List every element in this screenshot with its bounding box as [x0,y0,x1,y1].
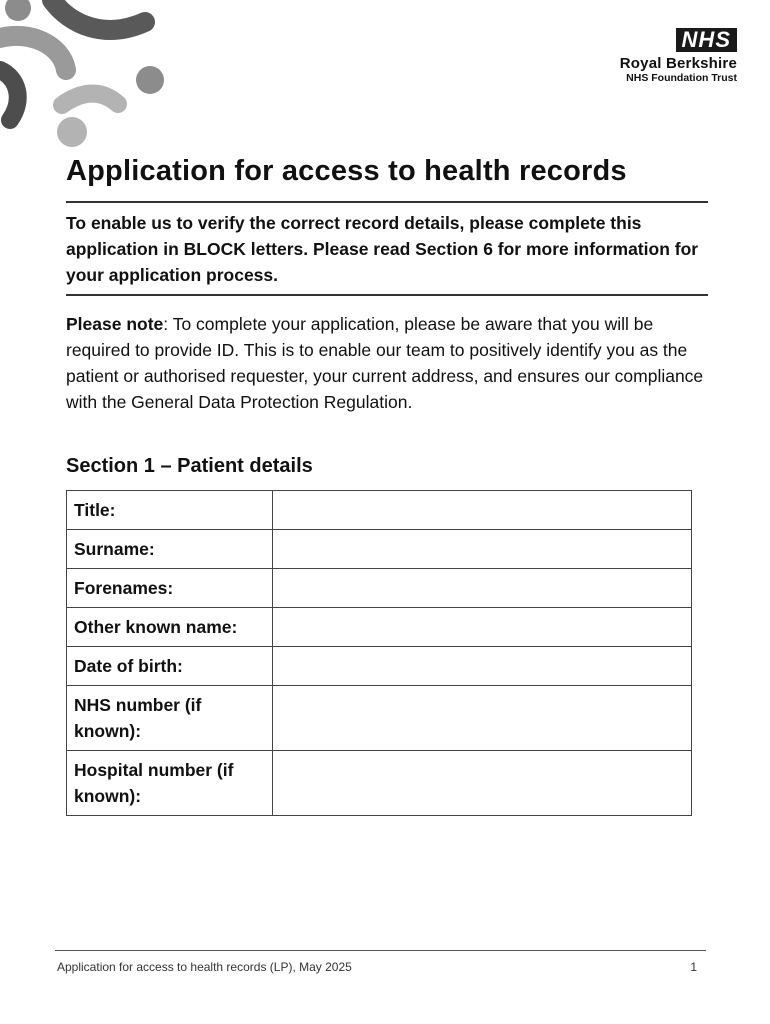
note-label: Please note [66,314,164,334]
footer-divider [55,950,706,951]
intro-divider [66,294,708,296]
table-row [67,751,692,816]
field-label-other-known-name: Other known name: [67,608,273,647]
section-1-heading: Section 1 – Patient details [66,455,313,477]
table-row [67,686,692,751]
table-row [67,608,692,647]
patient-details-table [66,490,692,816]
footer-document-reference: Application for access to health records (LP), May 2025 [57,960,352,974]
field-input-forenames[interactable] [273,569,692,608]
field-label-surname: Surname: [67,530,273,569]
field-input-hospital-number[interactable] [273,751,692,816]
field-input-other-known-name[interactable] [273,608,692,647]
field-label-hospital-number: Hospital number (if known): [67,751,273,816]
table-row [67,569,692,608]
page-number: 1 [690,960,697,974]
organisation-subtitle: NHS Foundation Trust [626,72,737,84]
field-label-title: Title: [67,491,273,530]
nhs-logo-badge: NHS [676,28,737,52]
table-row [67,491,692,530]
field-input-date-of-birth[interactable] [273,647,692,686]
organisation-name: Royal Berkshire [619,55,737,72]
intro-paragraph: To enable us to verify the correct record details, please complete this application in BLOCK letters. Please read Section 6 for more information for your application process. [66,213,699,285]
field-input-title[interactable] [273,491,692,530]
field-label-date-of-birth: Date of birth: [67,647,273,686]
title-divider [66,201,708,203]
field-input-nhs-number[interactable] [273,686,692,751]
field-label-nhs-number: NHS number (if known): [67,686,273,751]
field-input-surname[interactable] [273,530,692,569]
table-row [67,530,692,569]
field-label-forenames: Forenames: [67,569,273,608]
nhs-trust-logo [620,28,737,84]
page-title: Application for access to health records [66,155,627,187]
note-text: : To complete your application, please be aware that you will be required to provide ID. This is to enable our team to positively identify you as the patient or authorised requester, your current address, and ensures our compliance with the General Data Protection Regulation. [66,314,704,412]
table-row [67,647,692,686]
please-note-paragraph [66,311,711,415]
decorative-shapes-graphic [0,0,180,150]
